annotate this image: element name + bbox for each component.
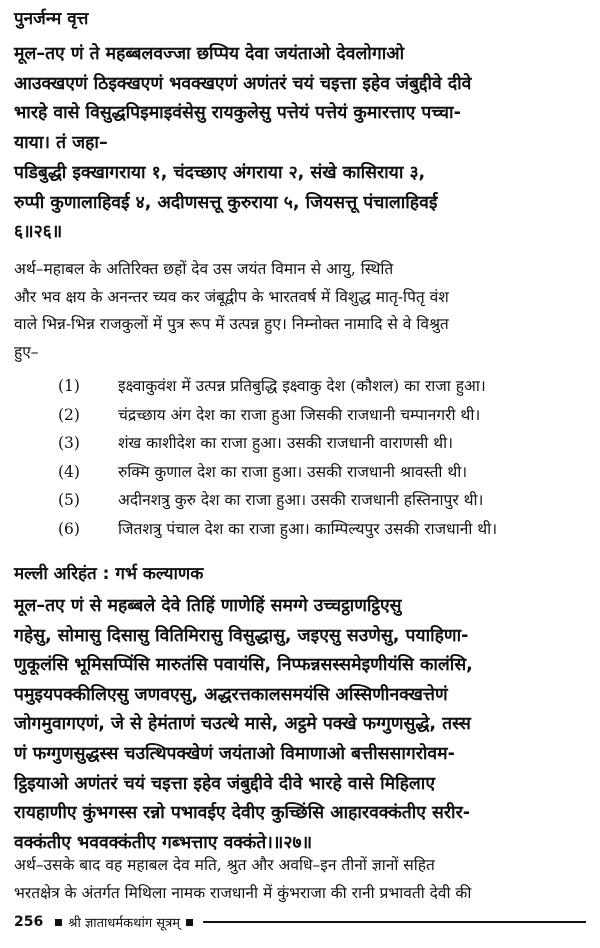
- list-item-number: (1): [58, 377, 80, 395]
- list-item: [14, 429, 586, 458]
- mool-text-26: मूल–तए णं ते महब्बलवज्जा छप्पिय देवा जयंताओ देवलोगाओ आउक्खएणं ठिइक्खएणं भवक्खएणं अणंतरं चयं चइत्ता इहेव जंबुद्दीवे दीवे भारहे वासे विसुद्धपिइमाइवंसेसु रायकुलेसु पत्तेयं पत्तेयं कुमारत्ताए पच्चा- याया। तं जहा–: [14, 44, 472, 153]
- square-bullet-icon: [186, 919, 193, 926]
- list-item: [14, 515, 586, 544]
- mool-text-27: मूल–तए णं से महब्बले देवे तिहिं णाणेहिं समग्गे उच्चट्ठाणट्ठिएसु गहेसु, सोमासु दिसासु वितिमिरासु विसुद्धासु, जइएसु सउणेसु, पयाहिणा- णुकूलंसि भूमिसप्पिंसि मारुतंसि पवायंसि, निप्फन्नसस्समेइणीयंसि कालंसि, पमुइयपक्कीलिएसु जणवएसु, अद्धरत्तकालसमयंसि अस्सिणीनक्खत्तेणं जोगमुवागएणं, जे से हेमंताणं चउत्थे मासे, अट्ठमे पक्खे फग्गुणसुद्धे, तस्स णं फग्गुणसुद्धस्स चउत्थिपक्खेणं जयंताओ विमाणाओ बत्तीससागरोवम- ट्ठिइयाओ अणंतरं चयं चइत्ता इहेव जंबुद्दीवे दीवे भारहे वासे मिहिलाए रायहाणीए कुंभगस्स रन्नो पभावईए देवीए कुच्छिंसि आहारवक्कंतीए सरीर- वक्कंतीए भववक्कंतीए गब्भत्ताए वक्कंते।॥२७॥: [14, 596, 473, 853]
- footer-rule: [203, 921, 586, 923]
- section-heading-malli-arihant: मल्ली अरिहंत : गर्भ कल्याणक: [14, 564, 204, 584]
- list-item-text: शंख काशीदेश का राजा हुआ। उसकी राजधानी वाराणसी थी।: [118, 434, 454, 452]
- section-heading-punarjanma: पुनर्जन्म वृत्त: [14, 9, 89, 29]
- list-item-text: इक्ष्वाकुवंश में उत्पन्न प्रतिबुद्धि इक्ष्वाकु देश (कौशल) का राजा हुआ।: [118, 377, 486, 395]
- square-bullet-icon: [55, 919, 62, 926]
- list-item: [14, 401, 586, 430]
- book-title: श्री ज्ञाताधर्मकथांग सूत्रम्: [68, 916, 181, 931]
- list-item-number: (3): [58, 434, 80, 452]
- list-item-text: चंद्रच्छाय अंग देश का राजा हुआ जिसकी राजधानी चम्पानगरी थी।: [118, 405, 481, 424]
- page-footer: [14, 913, 586, 931]
- list-item: [14, 486, 586, 515]
- artha-text-26: अर्थ–महाबल के अतिरिक्त छहों देव उस जयंत विमान से आयु, स्थिति और भव क्षय के अनन्तर च्यव कर जंबूद्वीप के भारतवर्ष में विशुद्ध मातृ-पितृ वंश वाले भिन्न-भिन्न राजकुलों में पुत्र रूप में उत्पन्न हुए। निम्नोक्त नामादि से वे विश्रुत हुए–: [14, 260, 449, 361]
- list-item-number: (5): [58, 491, 80, 509]
- list-item-number: (2): [58, 405, 80, 424]
- list-item-number: (6): [58, 519, 80, 538]
- list-item-text: जितशत्रु पंचाल देश का राजा हुआ। काम्पिल्यपुर उसकी राजधानी थी।: [118, 519, 498, 538]
- list-item-number: (4): [58, 462, 80, 481]
- artha-text-27: अर्थ–उसके बाद वह महाबल देव मति, श्रुत और अवधि–इन तीनों ज्ञानों सहित भरतक्षेत्र के अंतर्गत मिथिला नामक राजधानी में कुंभराजा की रानी प्रभावती देवी की: [14, 856, 472, 902]
- list-item: [14, 458, 586, 487]
- verse-text-26: पडिबुद्धी इक्खागराया १, चंदच्छाए अंगराया २, संखे कासिराया ३, रुप्पी कुणालाहिवई ४, अदीणसत्तू कुरुराया ५, जियसत्तू पंचालाहिवई ६॥२६॥: [14, 163, 438, 243]
- kings-list: [14, 372, 586, 543]
- list-item-text: अदीनशत्रु कुरु देश का राजा हुआ। उसकी राजधानी हस्तिनापुर थी।: [118, 491, 484, 509]
- page-number: 256: [14, 914, 44, 930]
- list-item-text: रुक्मि कुणाल देश का राजा हुआ। उसकी राजधानी श्रावस्ती थी।: [118, 462, 468, 481]
- list-item: [14, 372, 586, 401]
